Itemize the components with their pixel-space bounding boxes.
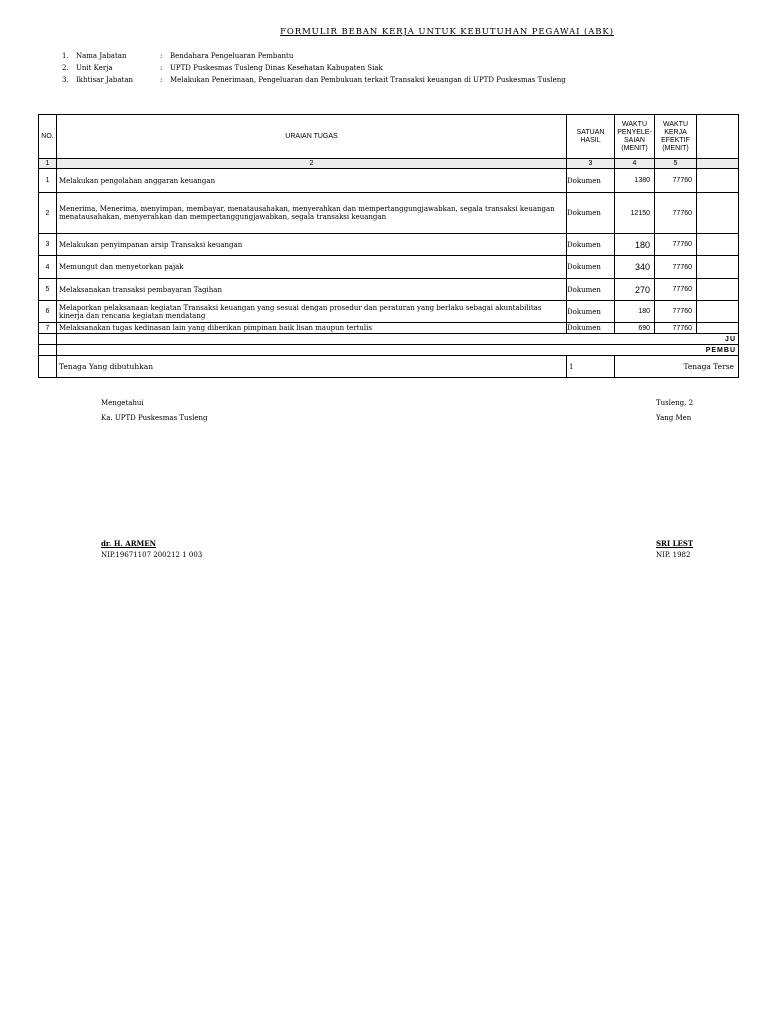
- table-row: [39, 256, 739, 279]
- row-extra: [697, 301, 739, 323]
- meta-num: 3.: [62, 76, 69, 84]
- header-task: URAIAN TUGAS: [57, 115, 567, 159]
- row-completion-time: 340: [615, 256, 655, 279]
- meta-row-job-summary: [0, 76, 768, 96]
- row-no: 7: [39, 323, 57, 334]
- row-task: Melaksanakan tugas kedinasan lain yang diberikan pimpinan baik lisan maupun tertulis: [57, 323, 567, 334]
- row-task: Melakukan pengolahan anggaran keuangan: [57, 169, 567, 193]
- document-title: FORMULIR BEBAN KERJA UNTUK KEBUTUHAN PEGAWAI (ABK): [280, 27, 614, 37]
- left-sign-line2: Ka. UPTD Puskesmas Tusleng: [101, 414, 208, 422]
- staff-needed-label: Tenaga Yang dibutuhkan: [57, 356, 567, 378]
- index-cell: 3: [567, 159, 615, 169]
- row-unit: Dokumen: [567, 193, 615, 234]
- meta-label: Nama Jabatan: [76, 52, 127, 60]
- row-effective-time: 77760: [655, 301, 697, 323]
- header-effective-time: WAKTU KERJA EFEKTIF (MENIT): [655, 115, 697, 159]
- meta-label: Unit Kerja: [76, 64, 113, 72]
- index-row: [39, 159, 739, 169]
- row-effective-time: 77760: [655, 323, 697, 334]
- row-extra: [697, 279, 739, 301]
- index-cell: 5: [655, 159, 697, 169]
- row-task: Memungut dan menyetorkan pajak: [57, 256, 567, 279]
- row-task: Melaksanakan transaksi pembayaran Tagihan: [57, 279, 567, 301]
- row-extra: [697, 169, 739, 193]
- meta-value: Melakukan Penerimaan, Pengeluaran dan Pembukuan terkait Transaksi keuangan di UPTD Puskesmas Tusleng: [170, 76, 566, 84]
- rounding-row-spacer: [39, 345, 57, 356]
- index-cell: 4: [615, 159, 655, 169]
- row-completion-time: 180: [615, 301, 655, 323]
- row-effective-time: 77760: [655, 193, 697, 234]
- meta-colon: :: [160, 76, 163, 84]
- table-row: [39, 193, 739, 234]
- staff-need-spacer: [39, 356, 57, 378]
- right-sign-line2: Yang Men: [656, 414, 692, 422]
- row-extra: [697, 234, 739, 256]
- table-row: [39, 169, 739, 193]
- row-no: 2: [39, 193, 57, 234]
- rounding-label: PEMBU: [57, 345, 739, 356]
- header-unit: SATUAN HASIL: [567, 115, 615, 159]
- rounding-row: [39, 345, 739, 356]
- left-sign-nip: NIP.19671107 200212 1 003: [101, 551, 203, 559]
- index-cell: 2: [57, 159, 567, 169]
- row-no: 4: [39, 256, 57, 279]
- sum-row-spacer: [39, 334, 57, 345]
- right-sign-line1: Tusleng, 2: [656, 399, 694, 407]
- workload-table: [38, 114, 739, 378]
- row-completion-time: 690: [615, 323, 655, 334]
- row-extra: [697, 323, 739, 334]
- meta-colon: :: [160, 64, 163, 72]
- table-row: [39, 323, 739, 334]
- row-effective-time: 77760: [655, 169, 697, 193]
- row-no: 3: [39, 234, 57, 256]
- right-sign-nip: NIP. 1982: [656, 551, 691, 559]
- row-unit: Dokumen: [567, 301, 615, 323]
- meta-num: 1.: [62, 52, 69, 60]
- row-unit: Dokumen: [567, 323, 615, 334]
- row-unit: Dokumen: [567, 169, 615, 193]
- meta-row-work-unit: [0, 64, 768, 73]
- index-cell: [697, 159, 739, 169]
- row-effective-time: 77760: [655, 279, 697, 301]
- meta-label: Ikhtisar Jabatan: [76, 76, 134, 84]
- row-no: 6: [39, 301, 57, 323]
- table-row: [39, 279, 739, 301]
- staff-need-row: [39, 356, 739, 378]
- row-completion-time: 1380: [615, 169, 655, 193]
- row-task: Melaporkan pelaksanaan kegiatan Transaksi keuangan yang sesuai dengan prosedur dan peraturan yang berlaku sebagai akuntabilitas kinerja dan rencana kegiatan mendatang: [57, 301, 567, 323]
- row-extra: [697, 256, 739, 279]
- row-no: 1: [39, 169, 57, 193]
- row-unit: Dokumen: [567, 279, 615, 301]
- staff-available-label: Tenaga Terse: [615, 356, 739, 378]
- row-unit: Dokumen: [567, 256, 615, 279]
- row-extra: [697, 193, 739, 234]
- staff-needed-value: 1: [567, 356, 615, 378]
- header-completion-time: WAKTU PENYELE-SAIAN (MENIT): [615, 115, 655, 159]
- table-row: [39, 234, 739, 256]
- meta-colon: :: [160, 52, 163, 60]
- header-extra: [697, 115, 739, 159]
- sum-label: JU: [57, 334, 739, 345]
- row-effective-time: 77760: [655, 234, 697, 256]
- row-no: 5: [39, 279, 57, 301]
- row-completion-time: 12150: [615, 193, 655, 234]
- row-task: Menerima, Menerima, menyimpan, membayar, menatausahakan, menyerahkan dan mempertanggungjawabkan, segala transaksi keuangan menatausahakan, menyerahkan dan mempertanggungjawabkan, segala transaksi keuangan: [57, 193, 567, 234]
- table-header-row: [39, 115, 739, 159]
- header-no: NO.: [39, 115, 57, 159]
- row-completion-time: 180: [615, 234, 655, 256]
- row-completion-time: 270: [615, 279, 655, 301]
- table-row: [39, 301, 739, 323]
- left-sign-name: dr. H. ARMEN: [101, 539, 157, 548]
- meta-value: UPTD Puskesmas Tusleng Dinas Kesehatan Kabupaten Siak: [170, 64, 383, 72]
- right-sign-name: SRI LEST: [656, 539, 694, 548]
- row-unit: Dokumen: [567, 234, 615, 256]
- index-cell: 1: [39, 159, 57, 169]
- row-effective-time: 77760: [655, 256, 697, 279]
- meta-row-job-name: [0, 52, 768, 61]
- meta-num: 2.: [62, 64, 69, 72]
- sum-row: [39, 334, 739, 345]
- meta-value: Bendahara Pengeluaran Pembantu: [170, 52, 294, 60]
- workload-table-container: [38, 114, 768, 384]
- left-sign-line1: Mengetahui: [101, 399, 144, 407]
- row-task: Melakukan penyimpanan arsip Transaksi keuangan: [57, 234, 567, 256]
